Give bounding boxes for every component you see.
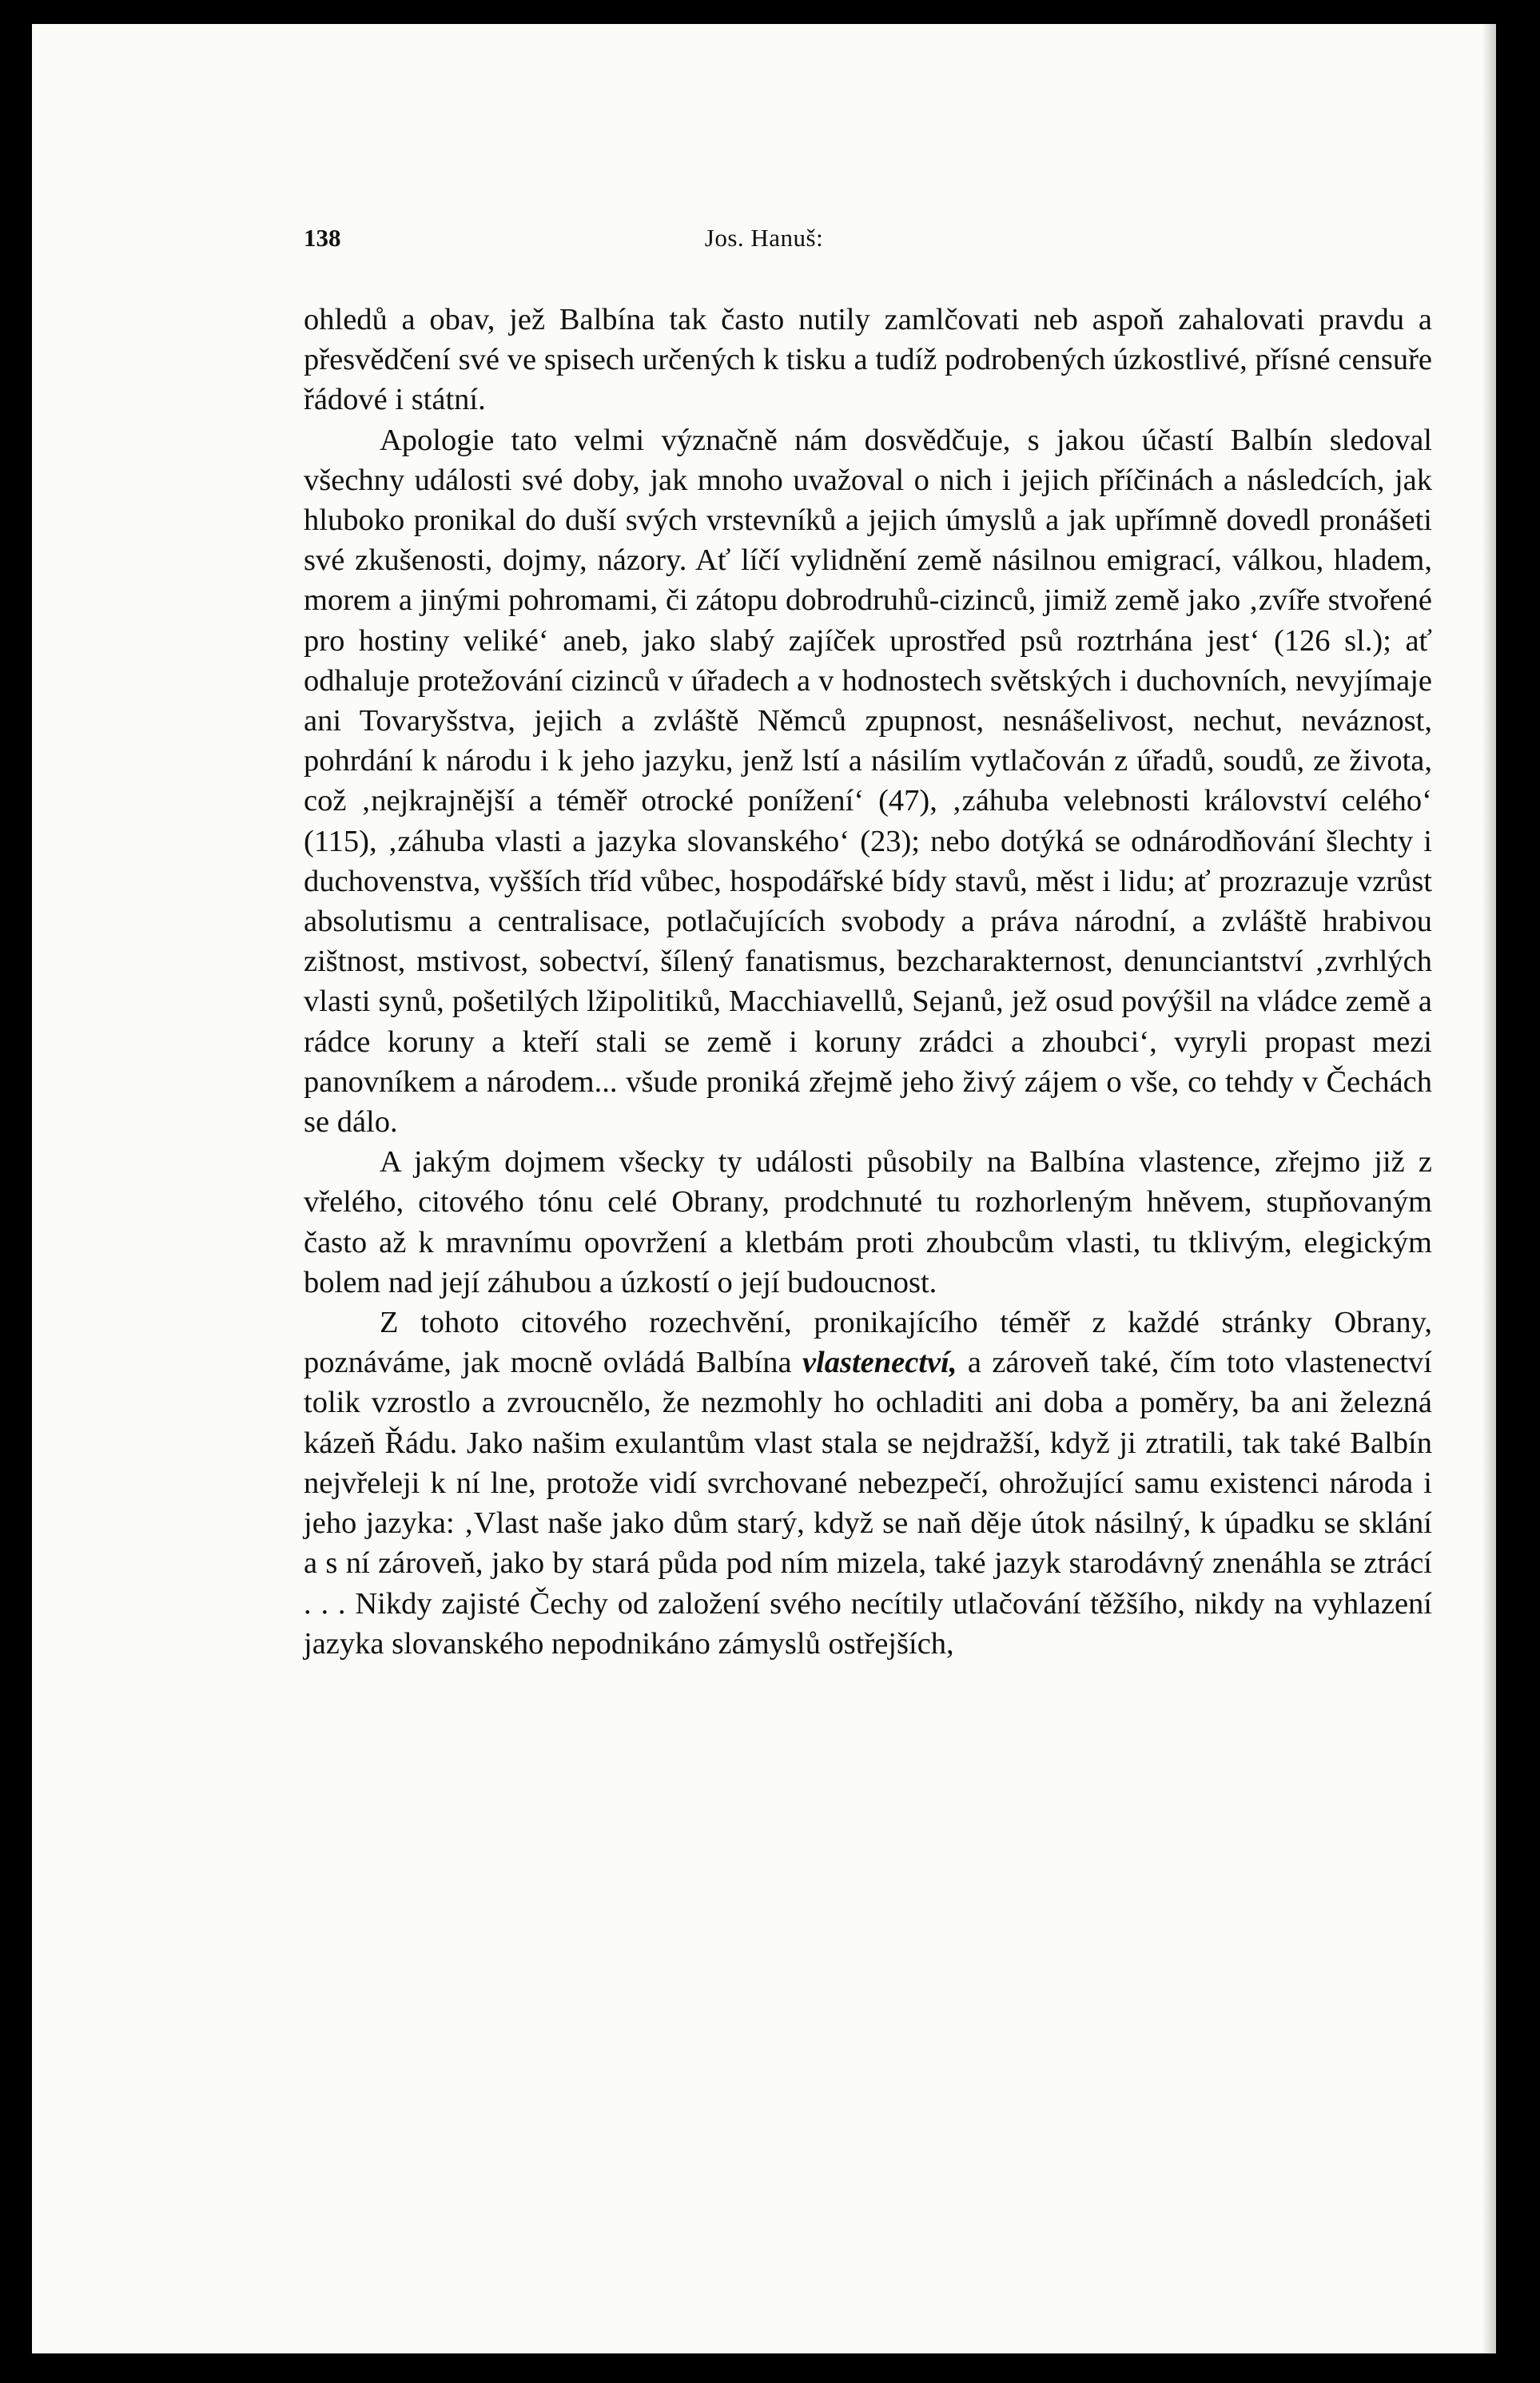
paragraph-text-after: a zároveň také, čím toto vlastenectví tolik vzrostlo a zvroucnělo, že nezmohly ho ochladiti ani doba a poměry, ba ani železná kázeň Řádu. Jako našim exulantům vlast stala se nejdražší, když ji ztratili, tak také Balbín nejvřeleji k ní lne, protože vidí svrchované nebezpečí, ohrožující samu existenci národa i jeho jazyka: ‚Vlast naše jako dům starý, když se naň děje útok násilný, k úpadku se sklání a s ní zároveň, jako by stará půda pod ním mizela, také jazyk starodávný znenáhla se ztrácí . . . Nikdy zajisté Čechy od založení svého necítily utlačování těžšího, nikdy na vyhlazení jazyka slovanského nepodnikáno zámyslů ostřejších, [304, 1346, 1433, 1661]
page-edge-shadow [1482, 24, 1496, 2353]
page-header [304, 224, 1224, 256]
body-text [304, 300, 1432, 1664]
page-number: 138 [304, 224, 341, 252]
paragraph-text-before: Z tohoto citového rozechvění, pronikajícího téměř z každé stránky Obrany, poznáváme, jak mocně ovládá Balbína [304, 1306, 1432, 1380]
paragraph-vlastenectvi [304, 1303, 1432, 1664]
book-page [32, 24, 1496, 2353]
emphasized-word: vlastenectví, [802, 1346, 957, 1380]
running-head: Jos. Hanuš: [704, 224, 824, 252]
paragraph-dojem: A jakým dojmem všecky ty události působily na Balbína vlastence, zřejmo již z vřelého, citového tónu celé Obrany, prodchnuté tu rozhorleným hněvem, stupňovaným často až k mravnímu opovržení a kletbám proti zhoubcům vlasti, tu tklivým, elegickým bolem nad její záhubou a úzkostí o její budoucnost. [304, 1145, 1432, 1299]
paragraph-continuation: ohledů a obav, jež Balbína tak často nutily zamlčovati neb aspoň zahalovati pravdu a přesvědčení své ve spisech určených k tisku a tudíž podrobených úzkostlivé, přísné censuře řádové i státní. [304, 303, 1432, 417]
paragraph-apologie: Apologie tato velmi význačně nám dosvědčuje, s jakou účastí Balbín sledoval všechny události své doby, jak mnoho uvažoval o nich i jejich příčinách a následcích, jak hluboko pronikal do duší svých vrstevníků a jejich úmyslů a jak upřímně dovedl pronášeti své zkušenosti, dojmy, názory. Ať líčí vylidnění země násilnou emigrací, válkou, hladem, morem a jinými pohromami, či zátopu dobrodruhů-cizinců, jimiž země jako ‚zvíře stvořené pro hostiny veliké‘ aneb, jako slabý zajíček uprostřed psů roztrhána jest‘ (126 sl.); ať odhaluje protežování cizinců v úřadech a v hodnostech světských i duchovních, nevyjímaje ani Tovaryšstva, jejich a zvláště Němců zpupnost, nesnášelivost, nechut, neváznost, pohrdání k národu i k jeho jazyku, jenž lstí a násilím vytlačován z úřadů, soudů, ze života, což ‚nejkrajnější a téměř otrocké ponížení‘ (47), ‚záhuba velebnosti království celého‘ (115), ‚záhuba vlasti a jazyka slovanského‘ (23); nebo dotýká se odnárodňování šlechty i duchovenstva, vyšších tříd vůbec, hospodářské bídy stavů, měst i lidu; ať prozrazuje vzrůst absolutismu a centralisace, potlačujících svobody a práva národní, a zvláště hrabivou zištnost, mstivost, sobectví, šílený fanatismus, bezcharakternost, denunciantství ‚zvrhlých vlasti synů, pošetilých lžipolitiků, Macchiavellů, Sejanů, jež osud povýšil na vládce země a rádce koruny a kteří stali se země i koruny zrádci a zhoubci‘, vyryli propast mezi panovníkem a národem... všude proniká zřejmě jeho živý zájem o vše, co tehdy v Čechách se dálo. [304, 423, 1432, 1140]
